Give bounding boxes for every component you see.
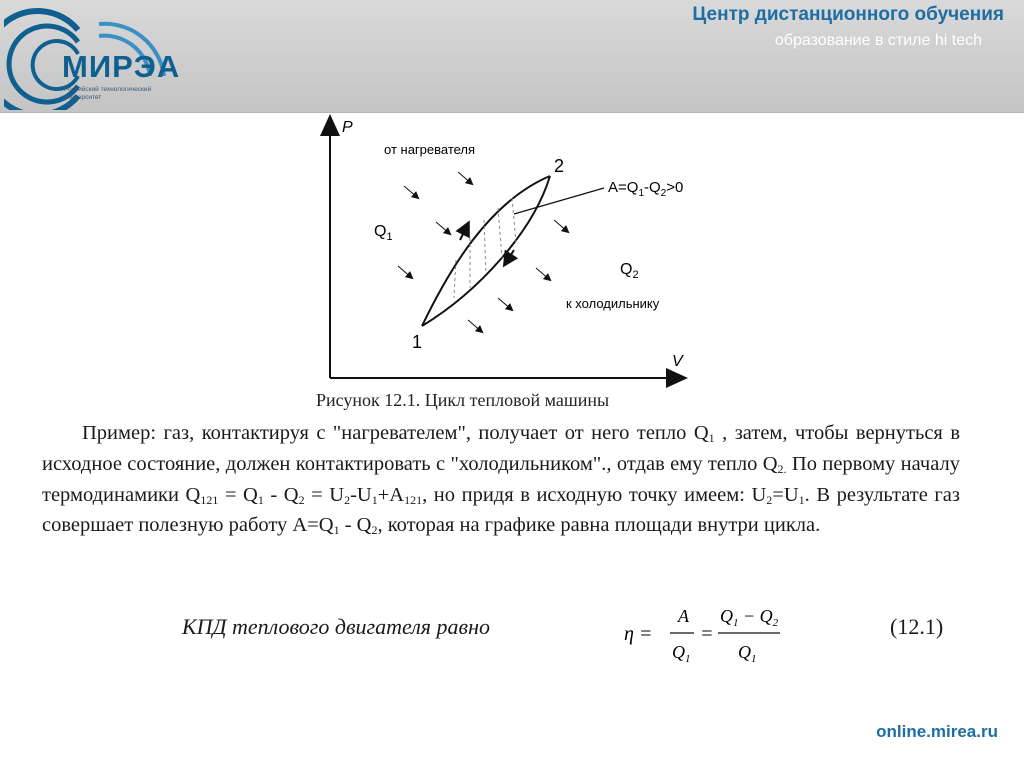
cycle-lower-curve: [422, 176, 550, 326]
equation-number: (12.1): [890, 614, 944, 639]
figure-caption: Рисунок 12.1. Цикл тепловой машины: [316, 390, 610, 410]
fraction1-denominator: $Q_1$: [672, 642, 691, 665]
work-formula-label: $A=Q_1-Q_2>0$: [608, 179, 684, 199]
example-paragraph: Пример: газ, контактируя с "нагревателем", получает от него тепло $Q_1$ , затем, чтобы вернуться в исходное состояние, должен контактировать с "холодильником"., отдав ему тепло $Q_{2.}$ По первому началу термодинамики $Q_{121} = Q_1 - Q_2 = U_2-U_1+A_{121}$, но придя в исходную точку имеем: $U_2=U_1$. В результате газ совершает полезную работу $A=Q_1 - Q_2$, которая на графике равна площади внутри цикла.: [42, 422, 960, 538]
v-axis-label: V: [672, 353, 683, 370]
heater-label: от нагревателя: [384, 142, 476, 157]
heat-in-arrows: [398, 172, 472, 278]
cycle-arrow-up: [460, 224, 468, 240]
point-2-label: 2: [554, 156, 565, 176]
work-area-hatching: [454, 198, 516, 298]
p-axis-label: P: [342, 119, 353, 136]
mirea-logo[interactable]: [4, 6, 204, 110]
efficiency-formula: [620, 598, 790, 670]
header-bar: [0, 0, 1024, 113]
fraction1-numerator: A: [678, 606, 689, 626]
work-pointer-line: [514, 188, 604, 214]
q1-label: $Q_1$: [374, 223, 393, 243]
fraction2-numerator: $Q_1 - Q_2$: [720, 606, 779, 629]
cycle-upper-curve: [422, 176, 550, 326]
point-1-label: 1: [412, 332, 423, 352]
logo-word: МИРЭА: [62, 49, 181, 84]
efficiency-text: КПД теплового двигателя равно: [182, 614, 490, 639]
footer-site-link[interactable]: online.mirea.ru: [876, 722, 998, 741]
pv-cycle-diagram: [318, 112, 698, 394]
equals-sign: =: [700, 623, 714, 645]
fraction2-denominator: $Q_1$: [738, 642, 757, 665]
eta-symbol: η =: [624, 623, 653, 645]
header-subtitle: образование в стиле hi tech: [774, 32, 982, 49]
logo-subtitle: Российский технологический университет: [64, 86, 152, 101]
q2-label: $Q_2$: [620, 261, 639, 281]
header-title: Центр дистанционного обучения: [692, 4, 1004, 25]
cooler-label: к холодильнику: [566, 296, 660, 311]
